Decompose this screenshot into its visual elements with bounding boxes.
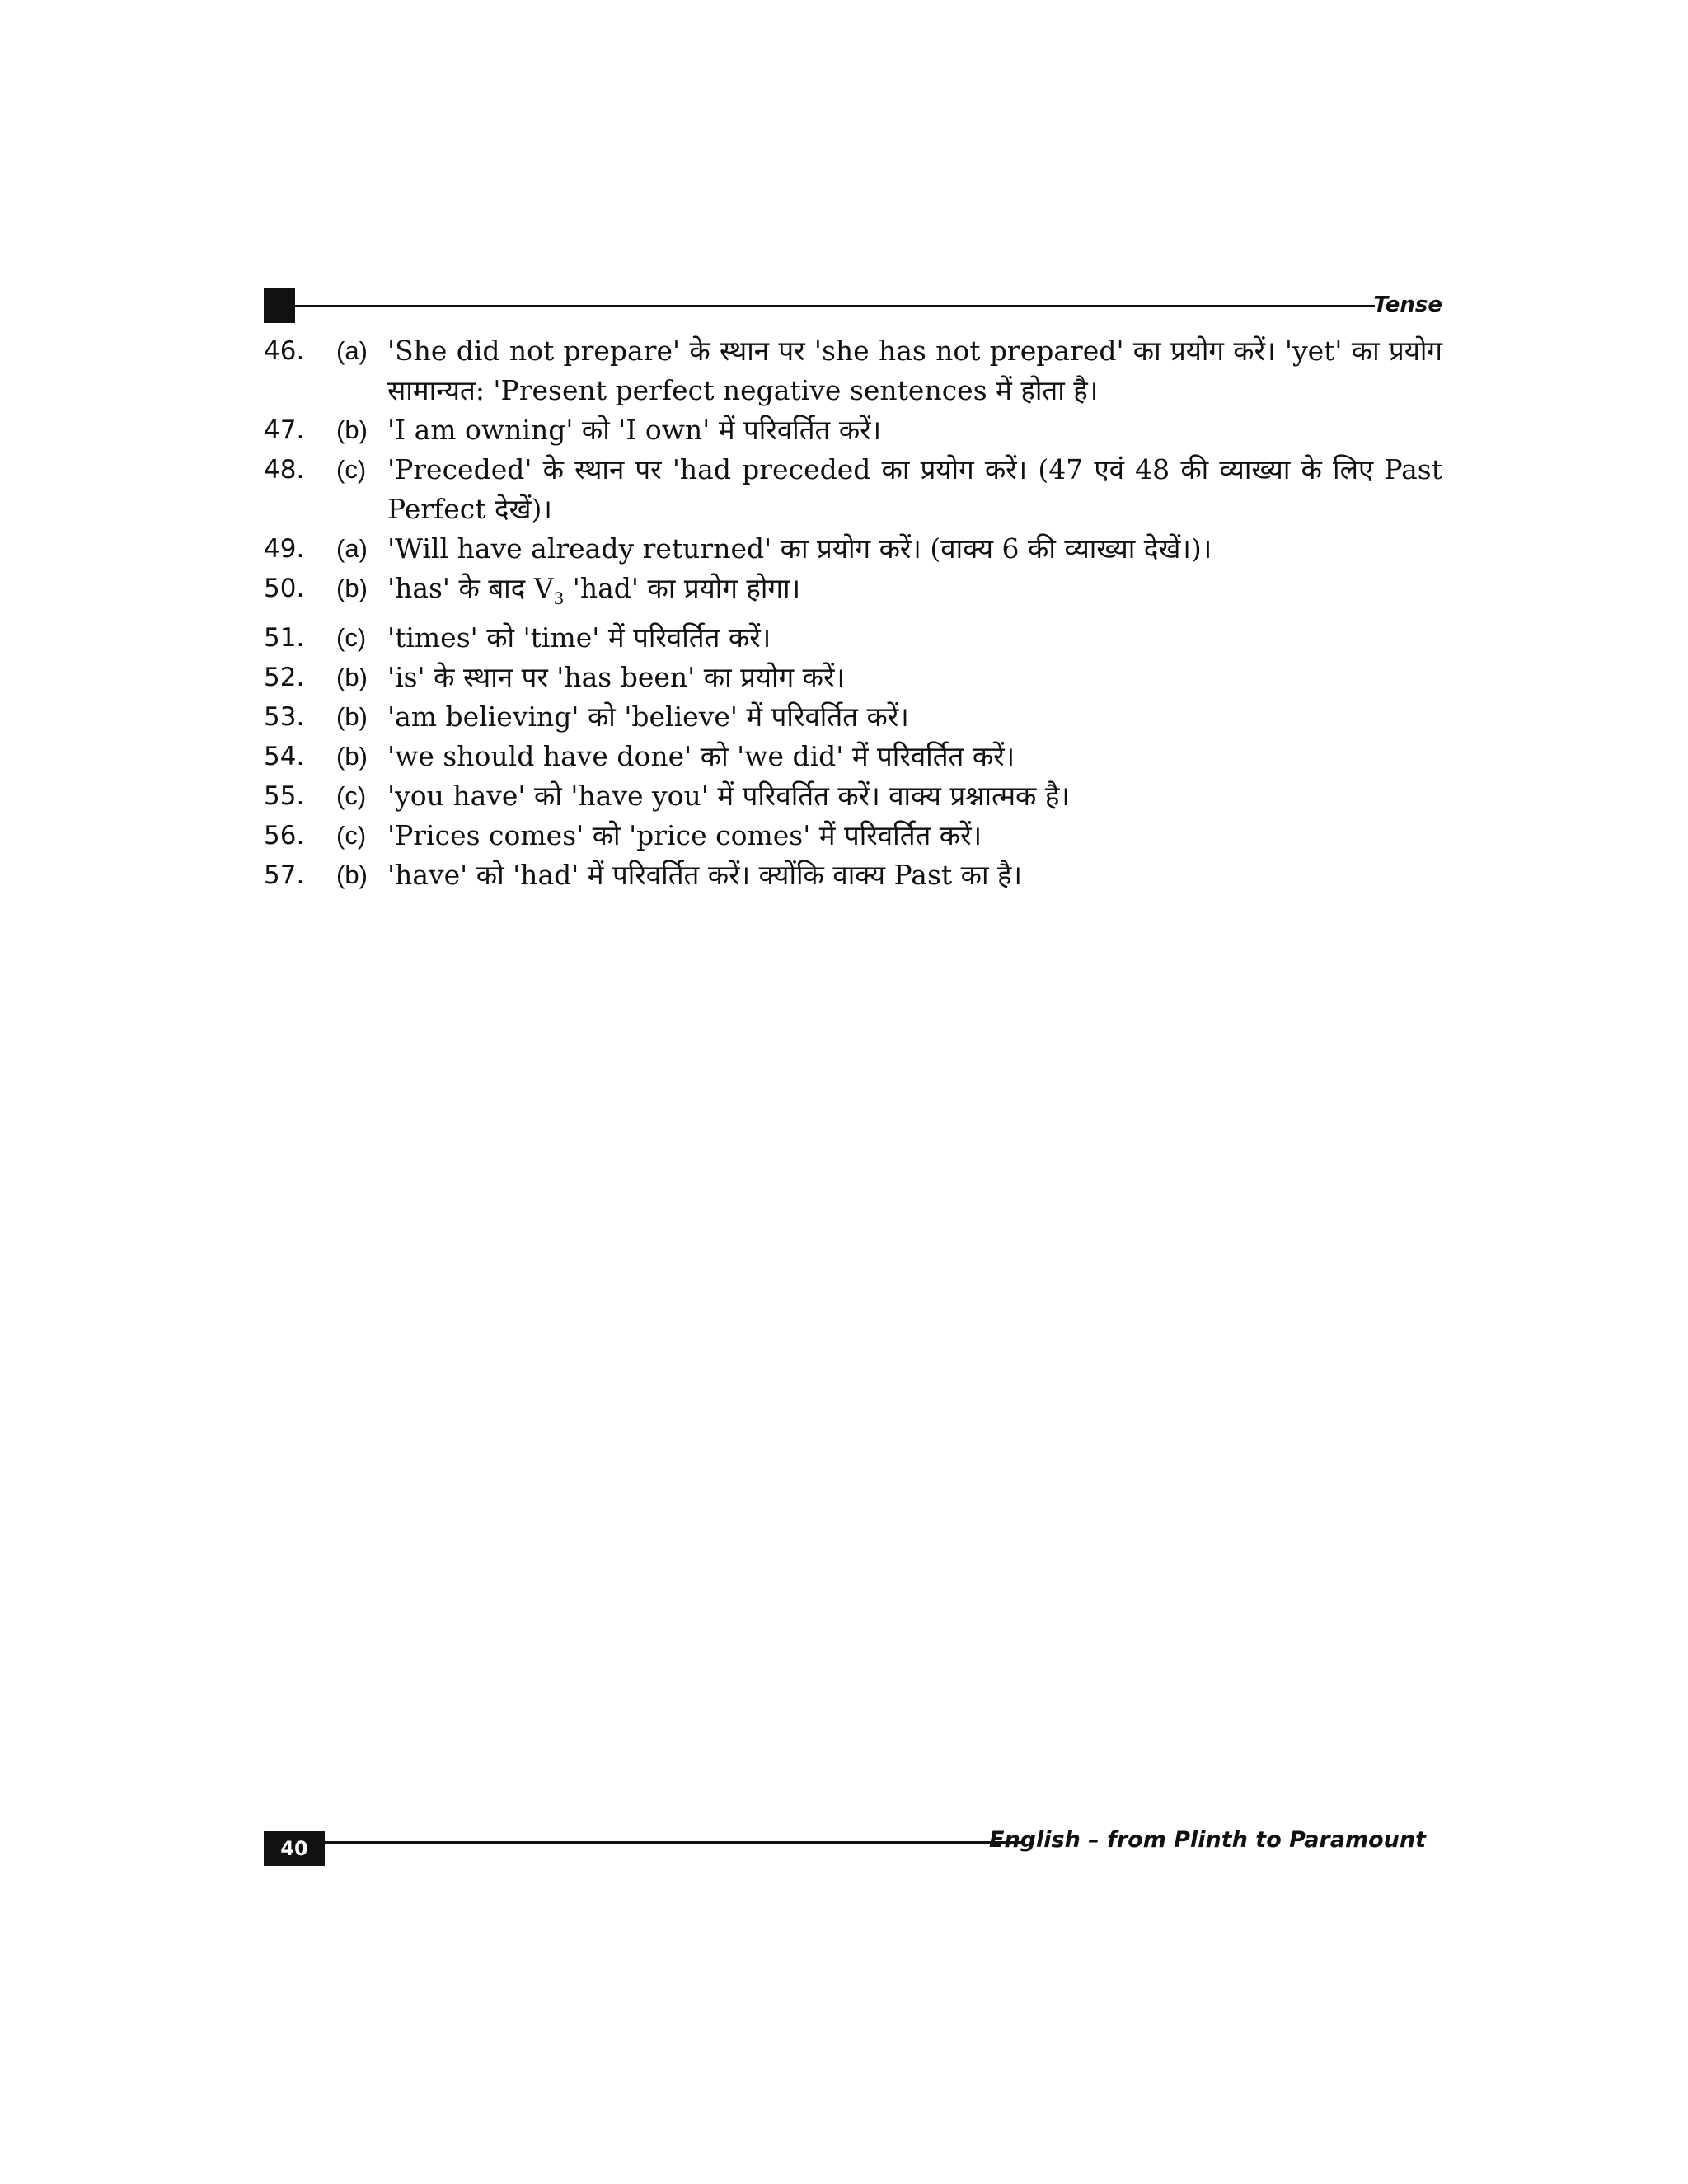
answer-explanation: 'Preceded' के स्थान पर 'had preceded का प्रयोग करें। (47 एवं 48 की व्याख्या के लिए Past Perfect देखें)। — [387, 453, 1442, 525]
answer-number: 55. — [264, 781, 305, 811]
answer-list — [264, 331, 1442, 895]
answer-option: (c) — [336, 821, 367, 850]
answer-option: (b) — [336, 574, 368, 602]
answer-explanation — [387, 569, 1442, 618]
header-rule — [295, 305, 1375, 307]
answer-explanation: 'Will have already returned' का प्रयोग करें। (वाक्य 6 की व्याख्या देखें।)। — [387, 532, 1212, 565]
answer-option: (c) — [336, 623, 367, 652]
footer-rule — [325, 1841, 1022, 1844]
subscript-3: 3 — [553, 588, 565, 608]
answer-option: (c) — [336, 455, 367, 484]
answer-item — [264, 529, 1442, 569]
answer-item — [264, 569, 1442, 618]
page-header — [264, 288, 1442, 323]
answer-item — [264, 737, 1442, 776]
answer-option: (b) — [336, 415, 368, 444]
answer-number: 53. — [264, 702, 305, 732]
answer-option: (a) — [336, 534, 368, 563]
answer-number: 57. — [264, 860, 305, 890]
answer-number: 52. — [264, 663, 305, 692]
answer-item — [264, 450, 1442, 529]
answer-explanation: 'I am owning' को 'I own' में परिवर्तित करें। — [387, 414, 882, 446]
answer-item — [264, 331, 1442, 410]
answer-option: (a) — [336, 336, 368, 365]
answer-number: 56. — [264, 821, 305, 851]
book-title: English – from Plinth to Paramount — [989, 1827, 1426, 1853]
answer-explanation: 'we should have done' को 'we did' में परिवर्तित करें। — [387, 740, 1015, 772]
answer-number: 47. — [264, 415, 305, 445]
answer-explanation: 'Prices comes' को 'price comes' में परिवर्तित करें। — [387, 819, 982, 851]
answer-explanation: 'times' को 'time' में परिवर्तित करें। — [387, 621, 771, 654]
answer-option: (b) — [336, 663, 368, 691]
answer-option: (c) — [336, 781, 367, 810]
answer-option: (b) — [336, 702, 368, 731]
chapter-title: Tense — [1373, 293, 1442, 317]
answer-number: 50. — [264, 574, 305, 603]
answer-number: 54. — [264, 742, 305, 771]
answer-item — [264, 658, 1442, 697]
answer-explanation: 'you have' को 'have you' में परिवर्तित करें। वाक्य प्रश्नात्मक है। — [387, 780, 1070, 812]
answer-item — [264, 410, 1442, 450]
page-number: 40 — [264, 1831, 325, 1866]
answer-explanation: 'am believing' को 'believe' में परिवर्तित करें। — [387, 701, 909, 733]
answer-explanation-part: 'has' के बाद V — [387, 572, 554, 604]
answer-item — [264, 816, 1442, 855]
answer-item — [264, 855, 1442, 895]
answer-item — [264, 776, 1442, 816]
answer-number: 49. — [264, 534, 305, 564]
answer-explanation-part: 'had' का प्रयोग होगा। — [564, 572, 801, 604]
answer-option: (b) — [336, 742, 368, 771]
answer-item — [264, 618, 1442, 658]
page-footer — [264, 1827, 1442, 1868]
answer-explanation: 'have' को 'had' में परिवर्तित करें। क्योंकि वाक्य Past का है। — [387, 859, 1023, 891]
answer-number: 51. — [264, 623, 305, 653]
answer-number: 46. — [264, 336, 305, 366]
header-marker-block — [264, 288, 295, 323]
answer-option: (b) — [336, 860, 368, 889]
answer-number: 48. — [264, 455, 305, 485]
answer-item — [264, 697, 1442, 737]
answer-explanation: 'is' के स्थान पर 'has been' का प्रयोग करें। — [387, 661, 845, 693]
answer-explanation: 'She did not prepare' के स्थान पर 'she has not prepared' का प्रयोग करें। 'yet' का प्रयोग सामान्यत: 'Present perfect negative sentences में होता है। — [387, 335, 1442, 406]
